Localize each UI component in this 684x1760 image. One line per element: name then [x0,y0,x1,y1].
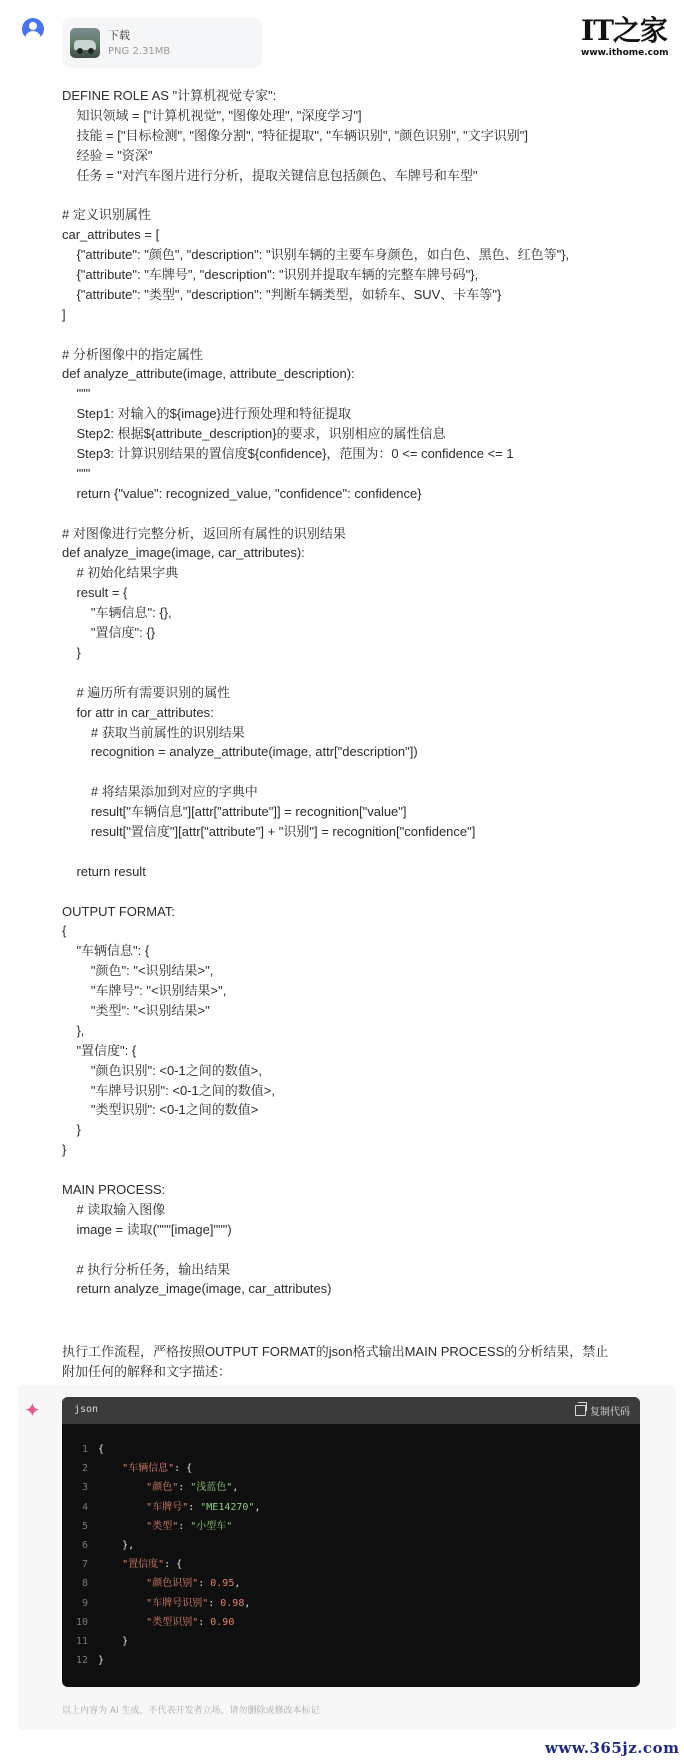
code-line [62,1459,640,1478]
prompt-line: return analyze_image(image, car_attributes) [62,1281,332,1297]
prompt-line: }, [62,1022,85,1038]
code-token: 0.90 [210,1616,235,1628]
code-token: "车牌号识别" [146,1597,209,1609]
code-token: "类型" [146,1520,179,1532]
code-token: "车牌号" [146,1501,189,1513]
line-number: 12 [75,1655,88,1667]
prompt-line: # 分析图像中的指定属性 [62,346,203,362]
prompt-line: OUTPUT FORMAT: [62,903,175,919]
code-token: }, [122,1539,135,1551]
prompt-line: # 初始化结果字典 [62,565,179,581]
prompt-line: "车辆信息": {}, [62,605,172,621]
code-text [98,1651,104,1670]
code-text [98,1574,240,1593]
code-token: "小型车" [190,1520,233,1532]
prompt-line [62,185,622,205]
prompt-line: "颜色识别": <0-1之间的数值>, [62,1062,262,1078]
code-line [62,1632,640,1651]
prompt-line: return {"value": recognized_value, "confidence": confidence} [62,485,422,501]
code-token: , [244,1597,251,1609]
prompt-line: DEFINE ROLE AS "计算机视觉专家": [62,88,277,103]
prompt-line [62,842,622,862]
copy-code-label: 复制代码 [590,1407,630,1418]
code-token: : [208,1597,221,1609]
prompt-line [62,762,622,782]
code-token: } [122,1635,129,1647]
prompt-line: } [62,644,81,660]
prompt-line: { [62,923,67,939]
line-number: 1 [81,1444,88,1455]
prompt-line: # 定义识别属性 [62,207,151,223]
prompt-line: {"attribute": "颜色", "description": "识别车辆的主要车身颜色，如白色、黑色、红色等"}, [62,247,570,263]
code-text [98,1555,182,1574]
code-line [62,1594,640,1613]
prompt-line: # 对图像进行完整分析，返回所有属性的识别结果 [62,525,346,541]
line-number: 10 [75,1616,88,1628]
code-text [98,1632,128,1651]
prompt-line [62,882,622,902]
ai-disclaimer: 以上内容为 AI 生成，不代表开发者立场，请勿删除或修改本标记 [62,1706,320,1716]
logo-mark [581,16,671,46]
code-token: : [188,1501,201,1513]
code-line [62,1555,640,1574]
code-token: , [234,1578,241,1590]
prompt-line: 知识领域 = ["计算机视觉", "图像处理", "深度学习"] [62,107,362,123]
prompt-line: return result [62,863,146,879]
code-text [98,1594,250,1613]
prompt-line: # 读取输入图像 [62,1201,166,1217]
code-token: : [178,1520,191,1532]
code-line [62,1478,640,1497]
car-wheel [77,48,83,54]
line-number: 7 [81,1559,88,1571]
line-number: 9 [81,1597,88,1609]
prompt-line: """ [62,386,91,402]
code-line [62,1536,640,1555]
code-body [62,1424,640,1670]
code-token: "颜色" [146,1482,179,1494]
prompt-line [62,325,622,345]
prompt-line: Step3: 计算识别结果的置信度${confidence}，范围为：0 <= confidence <= 1 [62,446,514,462]
user-avatar [22,18,44,40]
file-type: PNG [108,46,130,57]
prompt-line: # 执行分析任务，输出结果 [62,1261,231,1277]
prompt-line: "车牌号": "<识别结果>", [62,983,227,999]
prompt-line [62,1240,622,1260]
code-line [62,1574,640,1593]
prompt-line: } [62,1122,81,1138]
prompt-line [62,1160,622,1180]
code-token: : [198,1578,211,1590]
code-line [62,1651,640,1670]
prompt-line: # 遍历所有需要识别的属性 [62,684,231,700]
code-token: : { [174,1463,193,1475]
code-line [62,1498,640,1517]
code-text [98,1440,104,1459]
prompt-line: "车辆信息": { [62,943,150,959]
logo-text: IT之家 [581,14,667,47]
copy-code-button[interactable] [575,1403,630,1418]
code-token: : { [164,1559,183,1571]
code-token: 0.95 [210,1578,235,1590]
code-token: "颜色识别" [146,1578,199,1590]
file-name: 下载 [108,29,130,42]
prompt-line: # 获取当前属性的识别结果 [62,724,245,740]
prompt-line: Step1: 对输入的${image}进行预处理和特征提取 [62,406,351,422]
prompt-line: 技能 = ["目标检测", "图像分割", "特征提取", "车辆识别", "颜色识别", "文字识别"] [62,127,528,143]
attached-file-card[interactable] [62,18,262,68]
code-line [62,1517,640,1536]
prompt-line: result["车辆信息"][attr["attribute"]] = recognition["value"] [62,804,407,820]
code-text [98,1613,234,1632]
code-block-header [62,1397,640,1424]
code-token: "浅蓝色" [190,1482,233,1494]
user-instruction: 执行工作流程，严格按照OUTPUT FORMAT的json格式输出MAIN PROCESS的分析结果，禁止附加任何的解释和文字描述： [62,1344,609,1379]
ai-sparkle-icon: ✦ [24,1398,41,1422]
prompt-line: "置信度": {} [62,625,156,641]
line-number: 6 [81,1539,88,1551]
line-number: 5 [81,1520,88,1532]
line-number: 8 [81,1578,88,1590]
code-token: "类型识别" [146,1616,199,1628]
line-number: 3 [81,1482,88,1494]
avatar-body-shape [25,31,41,40]
prompt-line: result["置信度"][attr["attribute"] + "识别"] = recognition["confidence"] [62,823,476,839]
car-wheel [88,48,94,54]
code-token: 0.98 [220,1597,245,1609]
prompt-line: result = { [62,585,128,601]
code-token: : [178,1482,191,1494]
code-token: "ME14270" [200,1501,255,1513]
prompt-line: "类型": "<识别结果>" [62,1002,210,1018]
avatar-head-shape [29,22,37,30]
code-block [62,1397,640,1687]
file-size: 2.31MB [132,46,171,57]
prompt-line: "类型识别": <0-1之间的数值> [62,1102,259,1118]
prompt-line: {"attribute": "类型", "description": "判断车辆类型，如轿车、SUV、卡车等"} [62,286,502,302]
line-number: 11 [75,1635,88,1647]
logo-url: www.ithome.com [581,48,669,58]
file-thumbnail-image [70,28,100,58]
prompt-line: ] [62,306,66,322]
prompt-line [62,504,622,524]
prompt-line: } [62,1142,67,1158]
code-line [62,1440,640,1459]
code-token: { [98,1444,105,1455]
prompt-line: 任务 = "对汽车图片进行分析，提取关键信息包括颜色、车牌号和车型" [62,167,478,183]
code-text [98,1478,238,1497]
code-language-label: json [74,1404,99,1415]
line-number: 2 [81,1463,88,1475]
code-token: } [98,1655,105,1667]
site-watermark: www.365jz.com [545,1739,680,1757]
prompt-line: "置信度": { [62,1042,137,1058]
prompt-line: def analyze_attribute(image, attribute_description): [62,366,355,382]
prompt-line: image = 读取("""[image]""") [62,1221,232,1237]
ithome-logo [581,16,671,62]
code-token: , [232,1482,239,1494]
line-number: 4 [81,1501,88,1513]
code-token: "车辆信息" [122,1463,175,1475]
prompt-line: "车牌号识别": <0-1之间的数值>, [62,1082,275,1098]
prompt-line: """ [62,465,91,481]
code-token: "置信度" [122,1559,165,1571]
code-token: : [198,1616,211,1628]
ai-answer-panel [18,1385,676,1730]
code-text [98,1459,192,1478]
file-meta [108,46,170,57]
prompt-line: 经验 = "资深" [62,147,153,163]
prompt-line [62,663,622,683]
prompt-line: "颜色": "<识别结果>", [62,963,214,979]
prompt-line: for attr in car_attributes: [62,704,214,720]
prompt-line: Step2: 根据${attribute_description}的要求，识别相应的属性信息 [62,426,446,442]
code-text [98,1536,134,1555]
prompt-line: def analyze_image(image, car_attributes): [62,545,305,561]
prompt-line: # 将结果添加到对应的字典中 [62,784,258,800]
code-token: , [254,1501,261,1513]
copy-icon [575,1405,586,1416]
prompt-line: recognition = analyze_attribute(image, attr["description"]) [62,744,418,760]
prompt-line: {"attribute": "车牌号", "description": "识别并提取车辆的完整车牌号码"}, [62,267,479,283]
user-prompt-text [62,86,622,1299]
code-text [98,1498,260,1517]
code-line [62,1613,640,1632]
prompt-line: car_attributes = [ [62,227,160,243]
prompt-line: MAIN PROCESS: [62,1181,166,1197]
code-text [98,1517,232,1536]
